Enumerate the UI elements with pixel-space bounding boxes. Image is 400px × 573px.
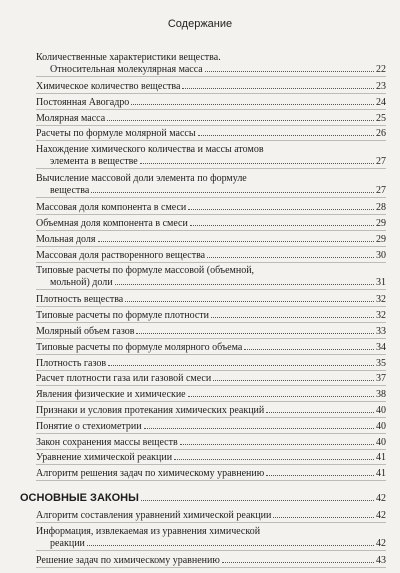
page-number: 31 <box>376 277 386 289</box>
entry-title: реакции <box>50 537 85 549</box>
row-divider <box>36 289 386 290</box>
row-divider <box>36 567 386 568</box>
page-number: 27 <box>376 185 386 197</box>
row-divider <box>36 354 386 355</box>
row-divider <box>36 246 386 247</box>
row-divider <box>36 417 386 418</box>
entry-title: Понятие о стехиометрии <box>36 420 142 432</box>
dot-leader <box>107 120 374 121</box>
page-number: 42 <box>376 509 386 521</box>
dot-leader <box>266 412 374 413</box>
entry-title: Мольная доля <box>36 233 96 245</box>
page-number: 38 <box>376 389 386 401</box>
page-title: Содержание <box>167 18 233 30</box>
dot-leader <box>182 88 374 89</box>
dot-leader <box>125 301 374 302</box>
dot-leader <box>140 163 374 164</box>
entry-title: Типовые расчеты по формуле плотности <box>36 310 210 322</box>
row-divider <box>36 401 386 402</box>
toc-entry <box>36 97 386 109</box>
row-divider <box>36 449 386 450</box>
row-divider <box>36 370 386 371</box>
dot-leader <box>141 500 374 501</box>
toc-entry <box>36 437 386 449</box>
entry-title: Массовая доля растворенного вещества <box>36 249 206 261</box>
page-number: 34 <box>376 341 386 353</box>
toc-entry <box>36 326 386 338</box>
dot-leader <box>144 428 374 429</box>
entry-title: Закон сохранения массы веществ <box>36 436 178 448</box>
row-divider <box>36 385 386 386</box>
entry-title: Объемная доля компонента в смеси <box>36 218 188 229</box>
dot-leader <box>273 517 374 518</box>
row-divider <box>36 230 386 231</box>
entry-title: Химическое количество вещества <box>36 81 181 92</box>
row-divider <box>36 522 386 523</box>
toc-entry <box>36 173 386 197</box>
dot-leader <box>244 349 374 350</box>
dot-leader <box>211 317 374 318</box>
toc-entry <box>36 265 386 289</box>
entry-title: Расчеты по формуле молярной массы <box>36 128 196 140</box>
page-number: 41 <box>376 452 386 464</box>
row-divider <box>36 76 386 77</box>
entry-title: Нахождение химического количества и массы атомов <box>36 144 264 156</box>
row-divider <box>36 214 386 215</box>
toc-entry <box>36 421 386 433</box>
page-number: 40 <box>376 420 386 432</box>
toc-entry <box>36 81 386 93</box>
dot-leader <box>198 135 374 136</box>
toc-entry <box>36 294 386 306</box>
toc-entry <box>36 234 386 246</box>
entry-title: Алгоритм составления уравнений химической реакции <box>36 509 272 521</box>
row-divider <box>36 322 386 323</box>
dot-leader <box>266 475 374 476</box>
entry-title: Постоянная Авогадро <box>36 96 130 108</box>
entry-title: Плотность газов <box>36 357 107 369</box>
toc-entry <box>36 468 386 480</box>
page-number: 37 <box>376 373 386 385</box>
page-number: 35 <box>376 357 386 369</box>
dot-leader <box>180 444 374 445</box>
page-number: 29 <box>376 218 386 229</box>
entry-title: ОСНОВНЫЕ ЗАКОНЫ <box>20 492 139 504</box>
dot-leader <box>98 241 375 242</box>
dot-leader <box>115 284 374 285</box>
toc-entry <box>36 128 386 140</box>
row-divider <box>36 338 386 339</box>
page-number: 25 <box>376 112 386 124</box>
page-number: 30 <box>376 249 386 261</box>
page-number: 41 <box>376 468 386 480</box>
entry-title: элемента в веществе <box>50 156 138 168</box>
dot-leader <box>87 545 374 546</box>
page-number: 22 <box>376 64 386 75</box>
entry-title: вещества <box>50 185 90 197</box>
entry-title: Типовые расчеты по формуле молярного объема <box>36 341 243 353</box>
dot-leader <box>188 396 374 397</box>
toc-entry <box>36 202 386 214</box>
toc-entry <box>36 373 386 385</box>
toc-entry <box>36 310 386 322</box>
dot-leader <box>213 380 374 381</box>
row-divider <box>36 480 386 481</box>
section-heading <box>20 492 386 505</box>
entry-title: Количественные характеристики вещества. <box>36 52 221 63</box>
dot-leader <box>131 104 374 105</box>
page-number: 28 <box>376 202 386 214</box>
dot-leader <box>188 209 374 210</box>
toc-entry <box>36 218 386 230</box>
row-divider <box>36 197 386 198</box>
toc-entry <box>36 342 386 354</box>
entry-title: Массовая доля компонента в смеси <box>36 202 187 214</box>
dot-leader <box>207 257 374 258</box>
row-divider <box>36 550 386 551</box>
entry-title: Плотность вещества <box>36 294 124 306</box>
dot-leader <box>91 192 374 193</box>
entry-title: Вычисление массовой доли элемента по формуле <box>36 173 247 185</box>
entry-title: Молярная масса <box>36 112 106 124</box>
page-number: 40 <box>376 436 386 448</box>
row-divider <box>36 306 386 307</box>
dot-leader <box>108 365 374 366</box>
row-divider <box>36 125 386 126</box>
entry-title: Решение задач по химическому уравнению <box>36 554 220 566</box>
page-number: 26 <box>376 128 386 140</box>
toc-entry <box>36 52 386 76</box>
toc-entry <box>36 510 386 522</box>
page-number: 32 <box>376 294 386 306</box>
page-number: 29 <box>376 233 386 245</box>
page-number: 42 <box>376 493 386 504</box>
page-number: 23 <box>376 81 386 92</box>
toc-entry <box>36 452 386 464</box>
dot-leader <box>205 71 374 72</box>
page-number: 43 <box>376 554 386 566</box>
toc-entry <box>36 113 386 125</box>
toc-entry <box>36 405 386 417</box>
toc-entry <box>36 389 386 401</box>
entry-title: Уравнение химической реакции <box>36 452 173 464</box>
entry-title: Алгоритм решения задач по химическому уравнению <box>36 468 265 480</box>
row-divider <box>36 109 386 110</box>
page-number: 42 <box>376 537 386 549</box>
entry-title: Признаки и условия протекания химических реакций <box>36 405 265 416</box>
page-number: 32 <box>376 310 386 322</box>
entry-title: мольной) доли <box>50 277 113 289</box>
row-divider <box>36 433 386 434</box>
toc-entry <box>36 526 386 550</box>
entry-title: Расчет плотности газа или газовой смеси <box>36 373 212 385</box>
entry-title: Относительная молекулярная масса <box>50 64 203 75</box>
row-divider <box>36 262 386 263</box>
row-divider <box>36 464 386 465</box>
row-divider <box>36 168 386 169</box>
page-number: 27 <box>376 156 386 168</box>
toc-entry <box>36 144 386 168</box>
dot-leader <box>174 459 374 460</box>
entry-title: Типовые расчеты по формуле массовой (объемной, <box>36 265 255 277</box>
toc-entry <box>36 358 386 370</box>
dot-leader <box>222 562 374 563</box>
dot-leader <box>136 333 374 334</box>
page-number: 24 <box>376 96 386 108</box>
toc-entry <box>36 250 386 262</box>
row-divider <box>36 93 386 94</box>
entry-title: Явления физические и химические <box>36 389 186 401</box>
entry-title: Информация, извлекаемая из уравнения химической <box>36 525 261 537</box>
row-divider <box>36 140 386 141</box>
dot-leader <box>190 225 374 226</box>
entry-title: Молярный объем газов <box>36 326 135 337</box>
toc-entry <box>36 555 386 567</box>
page-number: 40 <box>376 405 386 416</box>
page-number: 33 <box>376 326 386 337</box>
